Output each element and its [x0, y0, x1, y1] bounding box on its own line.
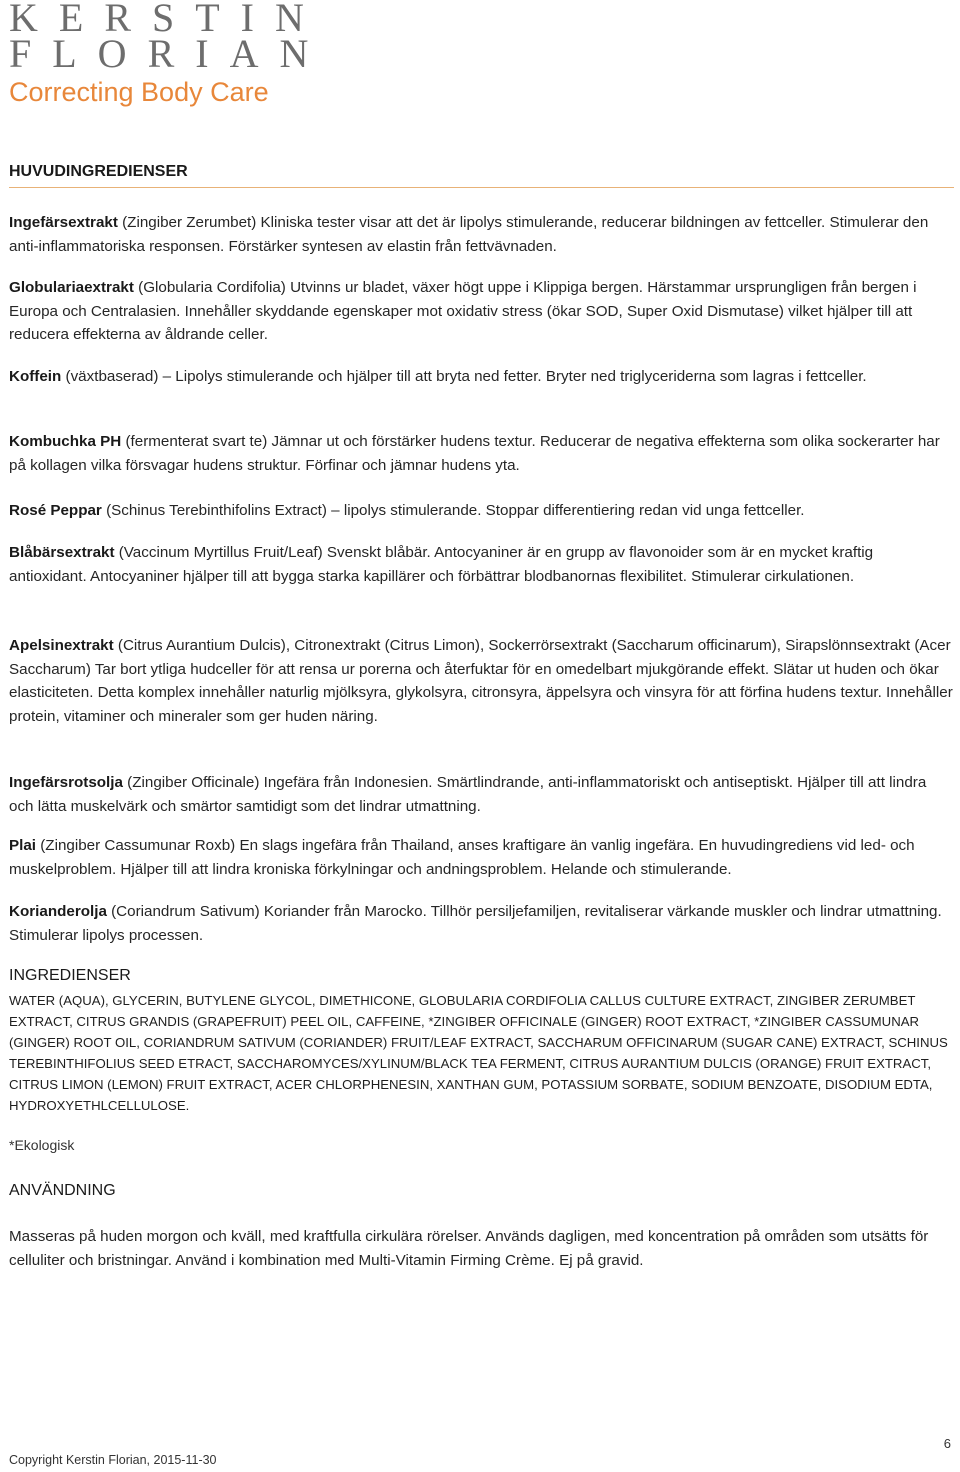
logo-subtitle: Correcting Body Care [9, 77, 269, 107]
ingredient-description: (Globularia Cordifolia) Utvinns ur bladet, växer högt uppe i Klippiga bergen. Härstammar ursprungligen från bergen i Europa och Centralasien. Innehåller skyddande egenskaper mot oxidativ stress (ökar SOD, Super Oxid Dismutase) vilket hjälper till att reducera effekterna av åldrande celler. [9, 279, 917, 343]
ingredient-name: Apelsinextrakt [9, 637, 114, 654]
heading-divider [9, 187, 954, 188]
ingredient-paragraph [9, 365, 954, 389]
ingredient-description: (Vaccinum Myrtillus Fruit/Leaf) Svenskt blåbär. Antocyaniner är en grupp av flavonoider som är en mycket kraftig antioxidant. Antocyaniner hjälper till att bygga starka kapillärer och förbättrar blodbanornas flexibilitet. Stimulerar cirkulationen. [9, 544, 874, 585]
ingredient-name: Kombuchka PH [9, 433, 122, 450]
ingredients-list: WATER (AQUA), GLYCERIN, BUTYLENE GLYCOL, DIMETHICONE, GLOBULARIA CORDIFOLIA CALLUS CULTURE EXTRACT, ZINGIBER ZERUMBET EXTRACT, CITRUS GRANDIS (GRAPEFRUIT) PEEL OIL, CAFFEINE, *ZINGIBER OFFICINALE (GINGER) ROOT EXTRACT, *ZINGIBER CASSUMUNAR (GINGER) ROOT OIL, CORIANDRUM SATIVUM (CORIANDER) FRUIT/LEAF EXTRACT, SACCHARUM OFFICINARUM (SUGAR CANE) EXTRACT, SCHINUS TEREBINTHIFOLIUS SEED ETRACT, SACCHAROMYCES/XYLINUM/BLACK TEA FERMENT, CITRUS AURANTIUM DULCIS (ORANGE) FRUIT EXTRACT, CITRUS LIMON (LEMON) FRUIT EXTRACT, ACER CHLORPHENESIN, XANTHAN GUM, POTASSIUM SORBATE, SODIUM BENZOATE, DISODIUM EDTA, HYDROXYETHLCELLULOSE. [9, 993, 948, 1113]
ingredient-name: Ingefärsrotsolja [9, 774, 123, 791]
ingredient-paragraph [9, 541, 954, 588]
organic-note: *Ekologisk [9, 1137, 75, 1153]
heading-main-ingredients: HUVUDINGREDIENSER [9, 163, 188, 180]
ingredient-name: Globulariaextrakt [9, 279, 134, 296]
logo-line-2: FLORIAN [9, 31, 330, 76]
ingredient-description: (Zingiber Zerumbet) Kliniska tester visar att det är lipolys stimulerande, reducerar bildningen av fettceller. Stimulerar den anti-inflammatoriska responsen. Förstärker syntesen av elastin från fettvävnaden. [9, 214, 929, 255]
ingredient-name: Blåbärsextrakt [9, 544, 115, 561]
ingredient-paragraph [9, 634, 954, 728]
footer-copyright: Copyright Kerstin Florian, 2015-11-30 [9, 1453, 217, 1467]
ingredient-name: Koffein [9, 368, 62, 385]
ingredient-description: (Coriandrum Sativum) Koriander från Marocko. Tillhör persiljefamiljen, revitaliserar värkande muskler och lindrar utmattning. Stimulerar lipolys processen. [9, 903, 942, 944]
ingredient-paragraph [9, 771, 954, 818]
ingredient-name: Ingefärsextrakt [9, 214, 118, 231]
ingredient-description: (Citrus Aurantium Dulcis), Citronextrakt (Citrus Limon), Sockerrörsextrakt (Saccharum officinarum), Sirapslönnsextrakt (Acer Saccharum) Tar bort ytliga hudceller för att rensa ur porerna och återfuktar för en omedelbart mjukgörande effekt. Slätar ut huden och ökar elasticiteten. Detta komplex innehåller naturlig mjölksyra, glykolsyra, citronsyra, äppelsyra och vinsyra för att förfina hudens textur. Innehåller protein, vitaminer och mineraler som ger huden näring. [9, 637, 953, 725]
heading-ingredients: INGREDIENSER [9, 967, 131, 984]
ingredient-paragraph [9, 211, 954, 258]
ingredient-paragraph [9, 834, 954, 881]
ingredient-paragraph [9, 276, 954, 347]
logo-line-1: KERSTIN [9, 0, 325, 40]
ingredient-paragraph [9, 900, 954, 947]
ingredient-description: (fermenterat svart te) Jämnar ut och förstärker hudens textur. Reducerar de negativa effekterna som olika sockerarter har på kollagen vilka försvagar hudens struktur. Förfinar och jämnar hudens yta. [9, 433, 940, 474]
page-number: 6 [943, 1436, 951, 1451]
ingredient-name: Plai [9, 837, 37, 854]
heading-usage: ANVÄNDNING [9, 1182, 116, 1199]
ingredient-description: (Zingiber Officinale) Ingefära från Indonesien. Smärtlindrande, anti-inflammatoriskt och antiseptiskt. Hjälper till att lindra och lätta muskelvärk och smärtor samtidigt som det lindrar utmattning. [9, 774, 927, 815]
ingredient-paragraph [9, 430, 954, 477]
ingredient-description: (Schinus Terebinthifolins Extract) – lipolys stimulerande. Stoppar differentiering redan vid unga fettceller. [101, 502, 805, 519]
ingredient-name: Korianderolja [9, 903, 107, 920]
ingredient-name: Rosé Peppar [9, 502, 102, 519]
usage-paragraph: Masseras på huden morgon och kväll, med kraftfulla cirkulära rörelser. Används dagligen, med koncentration på områden som utsätts för celluliter och bristningar. Använd i kombination med Multi-Vitamin Firming Crème. Ej på gravid. [9, 1228, 929, 1269]
brand-logo [9, 0, 329, 109]
ingredient-description: (Zingiber Cassumunar Roxb) En slags ingefära från Thailand, anses kraftigare än vanlig ingefära. En huvudingrediens vid led- och muskelproblem. Hjälper till att lindra kroniska förkylningar och andningsproblem. Helande och stimulerande. [9, 837, 915, 878]
ingredient-paragraph [9, 499, 954, 523]
ingredient-description: (växtbaserad) – Lipolys stimulerande och hjälper till att bryta ned fetter. Bryter ned triglyceriderna som lagras i fettceller. [61, 368, 867, 385]
